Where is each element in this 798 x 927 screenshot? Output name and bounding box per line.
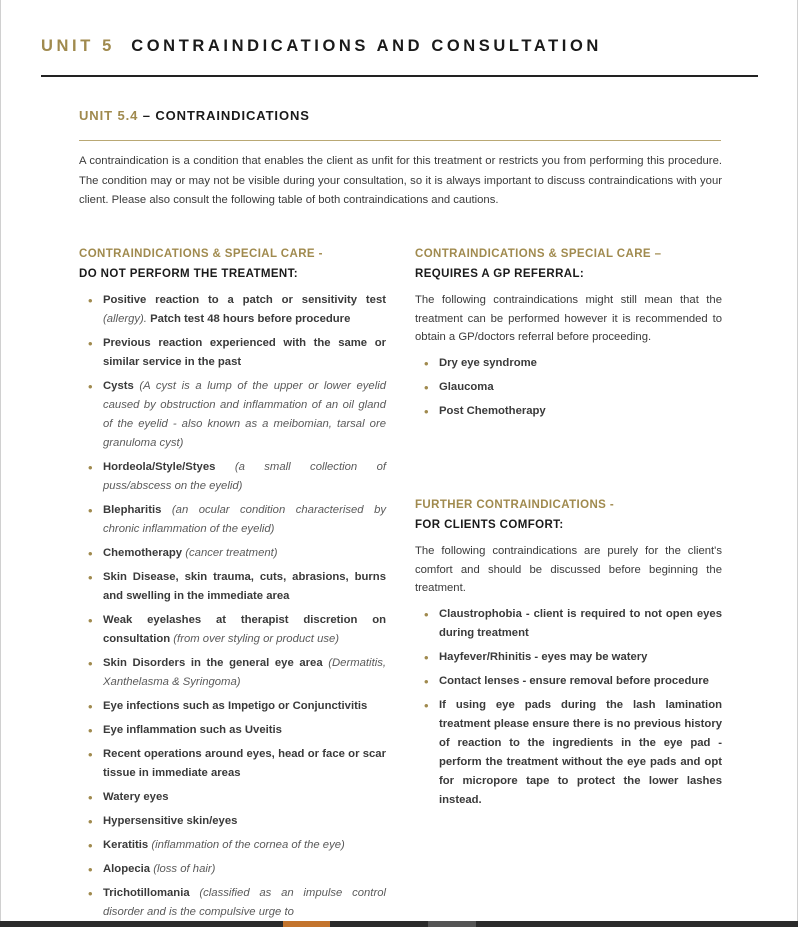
gp-referral-section (415, 245, 722, 426)
unit-header (41, 37, 602, 56)
item-note: (allergy). (103, 313, 147, 325)
list-item (79, 697, 386, 716)
gp-referral-list (415, 354, 722, 421)
viewer-page-indicator-secondary[interactable] (428, 921, 476, 927)
client-comfort-list (415, 605, 722, 810)
item-term: If using eye pads during the lash lamination treatment please ensure there is no previous history of reaction to the ingredients in the eye pad - perform the treatment without the eye pads and opt for micropore tape to protect the lower lashes instead. (439, 698, 722, 806)
item-note: (an ocular condition characterised by chronic inflammation of the eyelid) (103, 504, 386, 535)
unit-number: UNIT 5 (41, 37, 115, 55)
item-term: Previous reaction experienced with the same or similar service in the past (103, 337, 386, 368)
item-term: Hayfever/Rhinitis - eyes may be watery (439, 650, 648, 663)
item-term: Trichotillomania (103, 887, 190, 899)
item-term: Eye inflammation such as Uveitis (103, 724, 282, 736)
list-item (79, 458, 386, 496)
client-comfort-section (415, 496, 722, 815)
left-heading-line2: DO NOT PERFORM THE TREATMENT: (79, 267, 299, 280)
item-term: Blepharitis (103, 504, 162, 516)
item-note: (loss of hair) (153, 863, 216, 875)
left-column-heading (79, 245, 386, 284)
gp-heading-line2: REQUIRES A GP REFERRAL: (415, 267, 585, 280)
gp-heading (415, 245, 722, 284)
item-term: Post Chemotherapy (439, 404, 546, 417)
left-heading-line1: CONTRAINDICATIONS & SPECIAL CARE - (79, 248, 323, 260)
item-term: Claustrophobia - client is required to not open eyes during treatment (439, 607, 722, 639)
list-item (79, 334, 386, 372)
list-item (79, 654, 386, 692)
item-term: Hordeola/Style/Styes (103, 461, 216, 473)
list-item (79, 611, 386, 649)
viewer-page-indicator[interactable] (283, 921, 330, 927)
list-item (79, 745, 386, 783)
comfort-heading (415, 496, 722, 535)
header-divider (41, 75, 758, 77)
left-column (79, 245, 386, 927)
item-term-extra: Patch test 48 hours before procedure (150, 313, 351, 325)
list-item (79, 788, 386, 807)
comfort-heading-line2: FOR CLIENTS COMFORT: (415, 518, 564, 531)
intro-paragraph: A contraindication is a condition that enables the client as unfit for this treatment or restricts you from performing this procedure. The condition may or may not be visible during your consultation, so it is always important to discuss contraindications with your client. Please also consult the following table of both contraindications and cautions. (79, 155, 722, 206)
item-note: (A cyst is a lump of the upper or lower eyelid caused by obstruction and inflammation of an oil gland of the eyelid - also known as a meibomian, tarsal ore granuloma cyst) (103, 380, 387, 449)
item-term: Contact lenses - ensure removal before procedure (439, 674, 709, 687)
section-number: UNIT 5.4 (79, 108, 139, 123)
list-item (415, 354, 722, 373)
gp-heading-line1: CONTRAINDICATIONS & SPECIAL CARE – (415, 248, 662, 260)
section-header (79, 108, 310, 123)
item-term: Glaucoma (439, 380, 494, 393)
item-note: (inflammation of the cornea of the eye) (151, 839, 345, 851)
item-term: Eye infections such as Impetigo or Conjunctivitis (103, 700, 368, 712)
list-item (415, 696, 722, 810)
unit-title: CONTRAINDICATIONS AND CONSULTATION (131, 37, 602, 55)
item-term: Hypersensitive skin/eyes (103, 815, 238, 827)
list-item (79, 377, 386, 453)
item-note: (Dermatitis, Xanthelasma & Syringoma) (103, 657, 387, 688)
list-item (79, 544, 386, 563)
list-item (79, 836, 386, 855)
list-item (79, 860, 386, 879)
item-term: Cysts (103, 380, 134, 392)
list-item (415, 402, 722, 421)
do-not-perform-list (79, 291, 386, 922)
item-note: (from over styling or product use) (173, 633, 340, 645)
item-term: Skin Disorders in the general eye area (103, 657, 323, 669)
list-item (79, 291, 386, 329)
list-item (79, 721, 386, 740)
list-item (415, 605, 722, 643)
list-item (79, 884, 386, 922)
item-note: (a small collection of puss/abscess on the eyelid) (103, 461, 386, 492)
item-term: Positive reaction to a patch or sensitivity test (103, 294, 386, 306)
list-item (415, 378, 722, 397)
gp-paragraph: The following contraindications might still mean that the treatment can be performed however it is recommended to obtain a GP/doctors referral before proceeding. (415, 294, 722, 343)
item-term: Alopecia (103, 863, 151, 875)
item-term: Keratitis (103, 839, 149, 851)
item-term: Chemotherapy (103, 547, 183, 559)
list-item (79, 501, 386, 539)
comfort-heading-line1: FURTHER CONTRAINDICATIONS - (415, 499, 615, 511)
list-item (415, 672, 722, 691)
section-title: – CONTRAINDICATIONS (142, 108, 310, 123)
item-term: Dry eye syndrome (439, 356, 537, 369)
comfort-paragraph: The following contraindications are purely for the client's comfort and should be discussed before beginning the treatment. (415, 545, 722, 594)
item-term: Skin Disease, skin trauma, cuts, abrasions, burns and swelling in the immediate area (103, 571, 386, 602)
item-note: (cancer treatment) (185, 547, 278, 559)
list-item (415, 648, 722, 667)
viewer-bottom-bar (0, 921, 798, 927)
item-term: Watery eyes (103, 791, 169, 803)
section-divider (79, 140, 721, 141)
list-item (79, 812, 386, 831)
item-term: Recent operations around eyes, head or face or scar tissue in immediate areas (103, 748, 386, 779)
list-item (79, 568, 386, 606)
item-term: Weak eyelashes at therapist discretion on consultation (103, 614, 386, 645)
item-note: (classified as an impulse control disorder and is the compulsive urge to (103, 887, 386, 918)
